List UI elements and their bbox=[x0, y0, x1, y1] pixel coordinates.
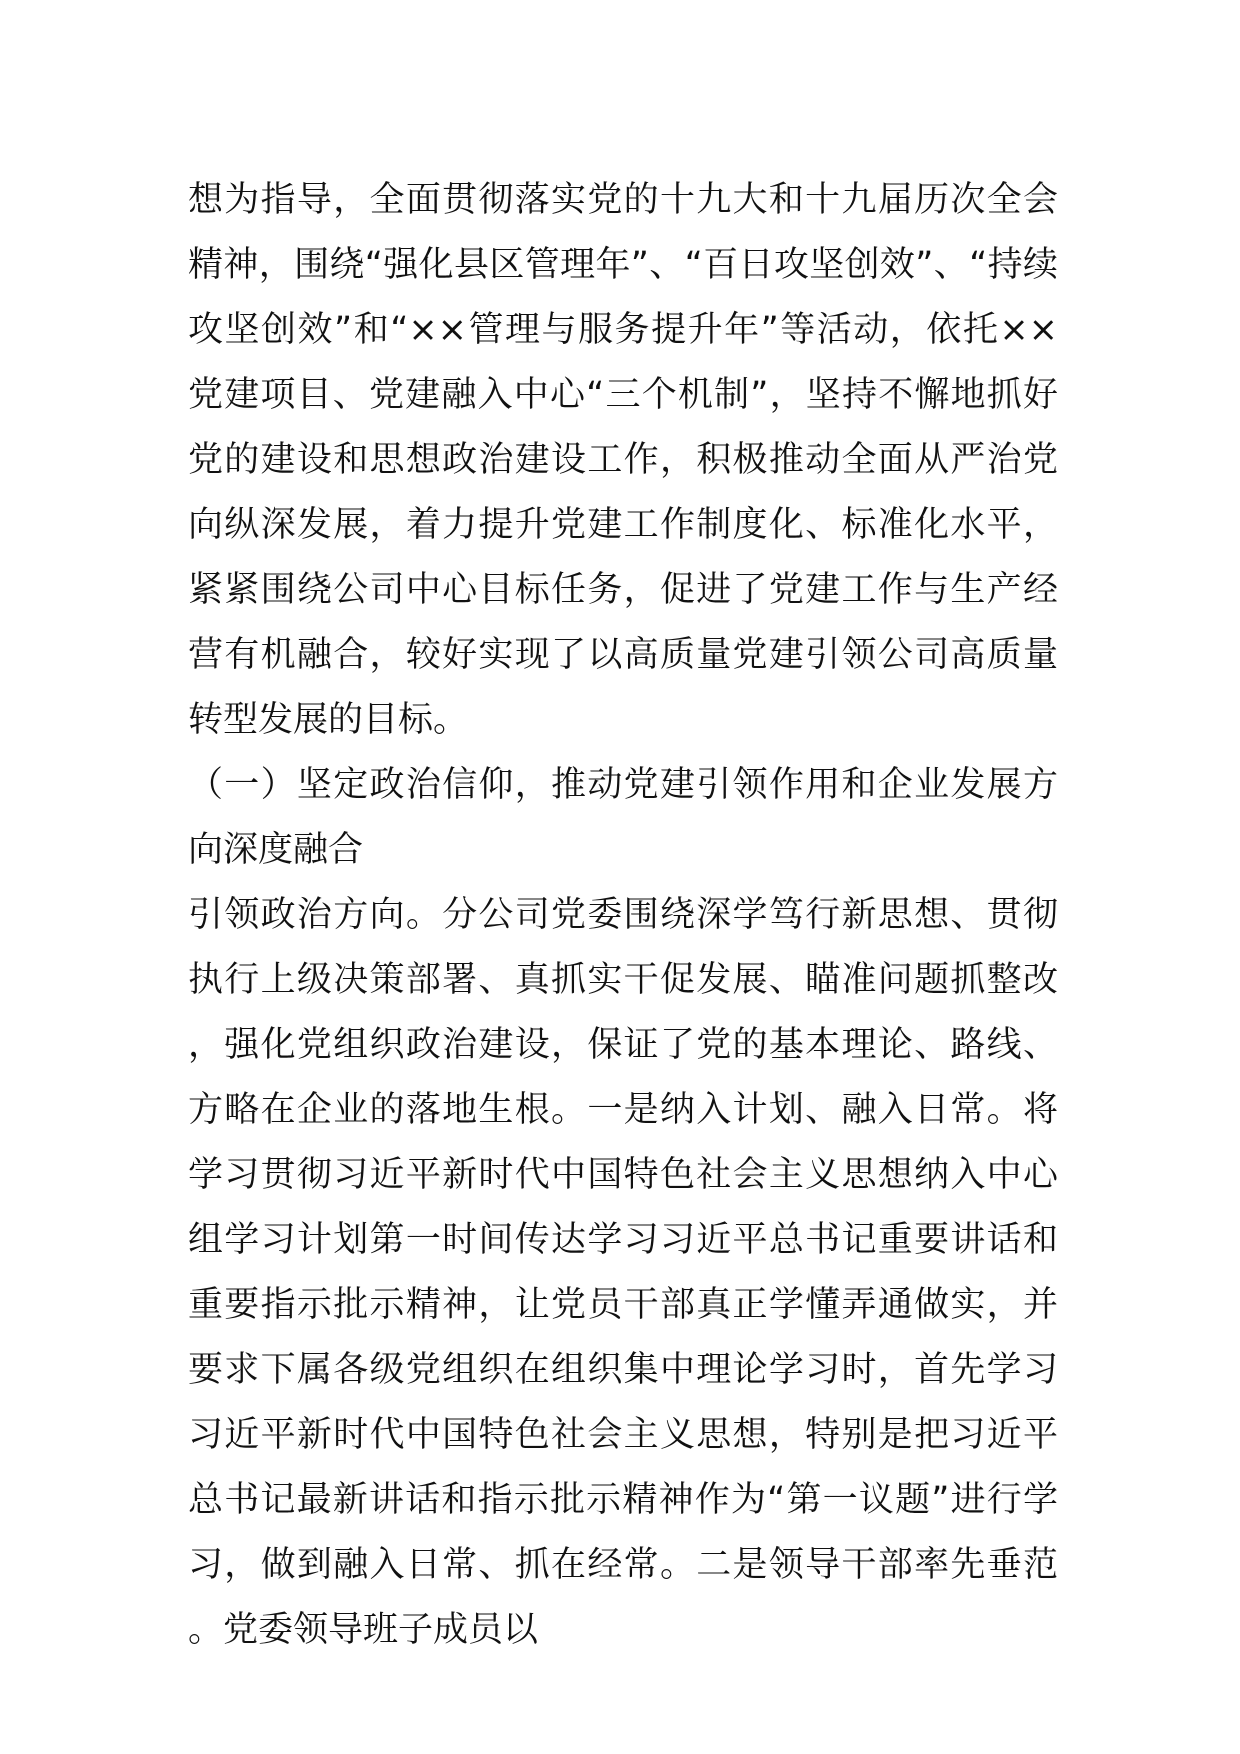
section-heading: （一）坚定政治信仰，推动党建引领作用和企业发展方向深度融合 bbox=[188, 765, 1058, 870]
document-body bbox=[188, 168, 1058, 1663]
paragraph-intro: 想为指导，全面贯彻落实党的十九大和十九届历次全会精神，围绕“强化县区管理年”、“百日攻坚创效”、“持续攻坚创效”和“××管理与服务提升年”等活动，依托××党建项目、党建融入中心“三个机制”，坚持不懈地抓好党的建设和思想政治建设工作，积极推动全面从严治党向纵深发展，着力提升党建工作制度化、标准化水平，紧紧围绕公司中心目标任务，促进了党建工作与生产经营有机融合，较好实现了以高质量党建引领公司高质量转型发展的目标。 bbox=[188, 180, 1058, 740]
paragraph-political-direction: 引领政治方向。分公司党委围绕深学笃行新思想、贯彻执行上级决策部署、真抓实干促发展、瞄准问题抓整改，强化党组织政治建设，保证了党的基本理论、路线、方略在企业的落地生根。一是纳入计划、融入日常。将学习贯彻习近平新时代中国特色社会主义思想纳入中心组学习计划第一时间传达学习习近平总书记重要讲话和重要指示批示精神，让党员干部真正学懂弄通做实，并要求下属各级党组织在组织集中理论学习时，首先学习习近平新时代中国特色社会主义思想，特别是把习近平总书记最新讲话和指示批示精神作为“第一议题”进行学习，做到融入日常、抓在经常。二是领导干部率先垂范。党委领导班子成员以 bbox=[188, 895, 1058, 1650]
